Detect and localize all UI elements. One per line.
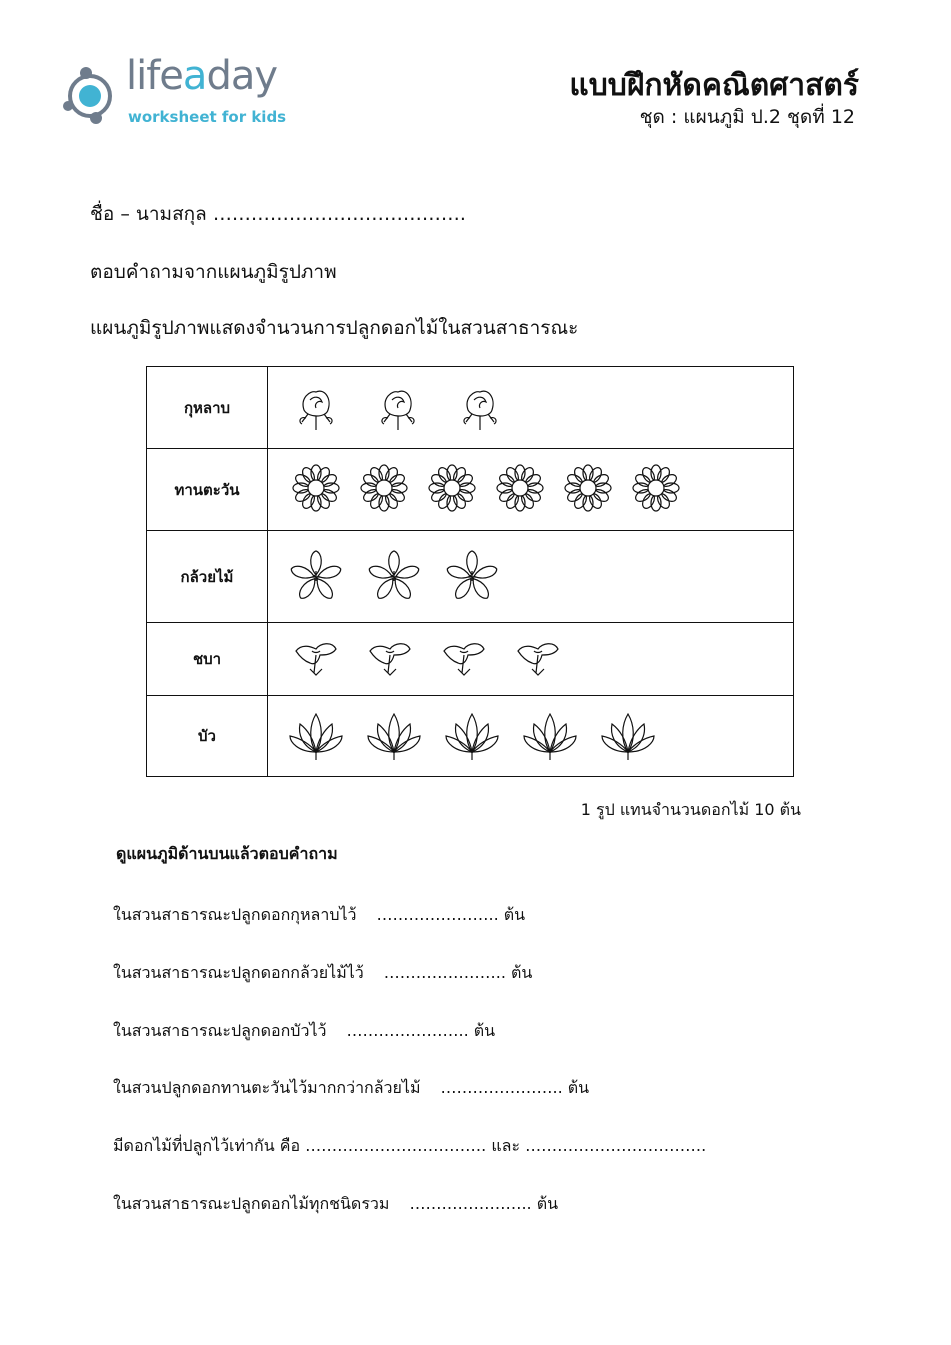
name-line: ชื่อ – นามสกุล …………………………………. [90, 203, 466, 225]
lotus-icon [444, 706, 500, 766]
logo [60, 53, 300, 132]
logo-mark-icon [60, 62, 124, 126]
answer-blank[interactable]: ………………….. ต้น [346, 1021, 496, 1040]
question-3: ในสวนสาธารณะปลูกดอกบัวไว้ ………………….. ต้น [113, 1021, 496, 1040]
pictograph-row-label: ชบา [147, 623, 268, 696]
question-2: ในสวนสาธารณะปลูกดอกกล้วยไม้ไว้ ………………….. ต้น [113, 963, 533, 982]
pictograph-row [147, 696, 794, 777]
pictograph-row [147, 623, 794, 696]
question-4: ในสวนปลูกดอกทานตะวันไว้มากกว่ากล้วยไม้ ………………….. ต้น [113, 1078, 590, 1097]
lotus-icon [522, 706, 578, 766]
pictograph-row-label: กล้วยไม้ [147, 531, 268, 623]
sunflower-icon [628, 460, 684, 520]
logo-tagline: worksheet for kids [128, 108, 287, 126]
sunflower-icon [288, 460, 344, 520]
answer-blank[interactable]: ………………….. ต้น [409, 1194, 559, 1213]
orchid-icon [288, 547, 344, 607]
instruction: ตอบคำถามจากแผนภูมิรูปภาพ [90, 261, 337, 283]
page-subtitle: ชุด : แผนภูมิ ป.2 ชุดที่ 12 [639, 106, 855, 128]
lotus-icon [366, 706, 422, 766]
pictograph-row [147, 367, 794, 449]
hibiscus-icon [436, 629, 492, 689]
page-title: แบบฝึกหัดคณิตศาสตร์ [569, 68, 859, 103]
pictograph-row-icons [268, 696, 794, 777]
pictograph-row-icons [268, 531, 794, 623]
hibiscus-icon [510, 629, 566, 689]
pictograph-key: 1 รูป แทนจำนวนดอกไม้ 10 ต้น [580, 800, 801, 819]
sunflower-icon [356, 460, 412, 520]
sunflower-icon [424, 460, 480, 520]
orchid-icon [366, 547, 422, 607]
question-1: ในสวนสาธารณะปลูกดอกกุหลาบไว้ ………………….. ต้น [113, 905, 526, 924]
logo-wordmark: lifeaday [126, 53, 278, 99]
sunflower-icon [492, 460, 548, 520]
pictograph-table [146, 366, 794, 777]
rose-icon [288, 378, 344, 438]
orchid-icon [444, 547, 500, 607]
question-6: ในสวนสาธารณะปลูกดอกไม้ทุกชนิดรวม ………………….. ต้น [113, 1194, 559, 1213]
questions-heading: ดูแผนภูมิด้านบนแล้วตอบคำถาม [116, 844, 338, 863]
pictograph-row-icons [268, 367, 794, 449]
hibiscus-icon [288, 629, 344, 689]
pictograph-row [147, 531, 794, 623]
lotus-icon [288, 706, 344, 766]
lotus-icon [600, 706, 656, 766]
question-5[interactable]: มีดอกไม้ที่ปลูกไว้เท่ากัน คือ ……………………………. และ ……………………………. [113, 1136, 707, 1155]
pictograph-row-label: ทานตะวัน [147, 449, 268, 531]
answer-blank[interactable]: ………………….. ต้น [383, 963, 533, 982]
sunflower-icon [560, 460, 616, 520]
pictograph-row [147, 449, 794, 531]
pictograph-row-label: บัว [147, 696, 268, 777]
pictograph-row-icons [268, 449, 794, 531]
answer-blank[interactable]: ………………….. ต้น [376, 905, 526, 924]
answer-blank[interactable]: ………………….. ต้น [440, 1078, 590, 1097]
rose-icon [370, 378, 426, 438]
rose-icon [452, 378, 508, 438]
pictograph-row-label: กุหลาบ [147, 367, 268, 449]
graph-caption: แผนภูมิรูปภาพแสดงจำนวนการปลูกดอกไม้ในสวนสาธารณะ [90, 317, 579, 339]
pictograph-row-icons [268, 623, 794, 696]
hibiscus-icon [362, 629, 418, 689]
